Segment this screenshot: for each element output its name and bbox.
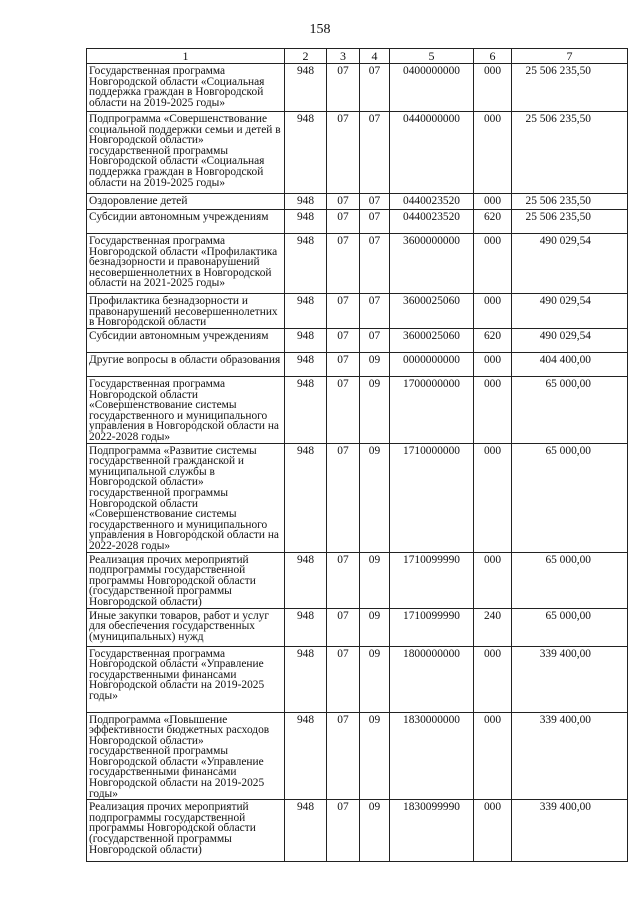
table-header-row	[87, 49, 628, 64]
department-code-cell: 948	[285, 353, 327, 377]
section-cell: 07	[327, 329, 360, 353]
expense-type-cell: 000	[474, 712, 512, 800]
subsection-cell: 09	[360, 608, 390, 646]
target-article-cell: 3600025060	[390, 329, 474, 353]
subsection-cell: 09	[360, 552, 390, 608]
department-code-cell: 948	[285, 210, 327, 234]
row-name-cell: Государственная программа Новгородской области «Совершенствование системы государственного и муниципального управления в Новгородской области на 2022-2028 годы»	[87, 377, 285, 444]
subsection-cell: 09	[360, 712, 390, 800]
column-header: 6	[474, 49, 512, 64]
row-name-cell: Подпрограмма «Развитие системы государственной гражданской и муниципальной службы в Новгородской области» государственной программы Новгородской области «Совершенствование системы государственного и муниципального управления в Новгородской области на 2022-2028 годы»	[87, 443, 285, 552]
budget-table	[86, 48, 628, 862]
table-row	[87, 210, 628, 234]
expense-type-cell: 000	[474, 234, 512, 294]
row-name-cell: Субсидии автономным учреждениям	[87, 210, 285, 234]
table-row	[87, 64, 628, 112]
amount-cell: 490 029,54	[512, 294, 628, 329]
row-name-cell: Профилактика безнадзорности и правонарушений несовершеннолетних в Новгородской области	[87, 294, 285, 329]
expense-type-cell: 000	[474, 800, 512, 862]
amount-cell: 490 029,54	[512, 234, 628, 294]
amount-cell: 65 000,00	[512, 443, 628, 552]
table-row	[87, 353, 628, 377]
row-name-cell: Другие вопросы в области образования	[87, 353, 285, 377]
subsection-cell: 07	[360, 234, 390, 294]
amount-cell: 339 400,00	[512, 800, 628, 862]
expense-type-cell: 000	[474, 443, 512, 552]
target-article-cell: 3600025060	[390, 294, 474, 329]
table-row	[87, 443, 628, 552]
expense-type-cell: 000	[474, 377, 512, 444]
department-code-cell: 948	[285, 608, 327, 646]
row-name-cell: Государственная программа Новгородской области «Социальная поддержка граждан в Новгородской области на 2019-2025 годы»	[87, 64, 285, 112]
target-article-cell: 0440000000	[390, 112, 474, 194]
department-code-cell: 948	[285, 377, 327, 444]
amount-cell: 65 000,00	[512, 552, 628, 608]
row-name-cell: Реализация прочих мероприятий подпрограммы государственной программы Новгородской области (государственной программы Новгородской области)	[87, 800, 285, 862]
section-cell: 07	[327, 64, 360, 112]
table-row	[87, 377, 628, 444]
row-name-cell: Иные закупки товаров, работ и услуг для обеспечения государственных (муниципальных) нужд	[87, 608, 285, 646]
target-article-cell: 1800000000	[390, 646, 474, 712]
subsection-cell: 07	[360, 112, 390, 194]
expense-type-cell: 620	[474, 210, 512, 234]
section-cell: 07	[327, 234, 360, 294]
column-header: 1	[87, 49, 285, 64]
expense-type-cell: 000	[474, 552, 512, 608]
table-row	[87, 294, 628, 329]
target-article-cell: 0440023520	[390, 194, 474, 210]
target-article-cell: 1830099990	[390, 800, 474, 862]
department-code-cell: 948	[285, 194, 327, 210]
section-cell: 07	[327, 210, 360, 234]
subsection-cell: 09	[360, 443, 390, 552]
department-code-cell: 948	[285, 712, 327, 800]
column-header: 3	[327, 49, 360, 64]
table-row	[87, 608, 628, 646]
target-article-cell: 1710099990	[390, 608, 474, 646]
subsection-cell: 09	[360, 377, 390, 444]
table-row	[87, 112, 628, 194]
row-name-cell: Реализация прочих мероприятий подпрограммы государственной программы Новгородской области (государственной программы Новгородской области)	[87, 552, 285, 608]
expense-type-cell: 620	[474, 329, 512, 353]
expense-type-cell: 000	[474, 64, 512, 112]
table-row	[87, 712, 628, 800]
page-number: 158	[309, 22, 331, 37]
target-article-cell: 1710000000	[390, 443, 474, 552]
amount-cell: 404 400,00	[512, 353, 628, 377]
section-cell: 07	[327, 800, 360, 862]
target-article-cell: 0400000000	[390, 64, 474, 112]
expense-type-cell: 000	[474, 194, 512, 210]
amount-cell: 25 506 235,50	[512, 64, 628, 112]
target-article-cell: 1830000000	[390, 712, 474, 800]
section-cell: 07	[327, 377, 360, 444]
table-row	[87, 800, 628, 862]
department-code-cell: 948	[285, 64, 327, 112]
table-row	[87, 234, 628, 294]
subsection-cell: 09	[360, 646, 390, 712]
target-article-cell: 3600000000	[390, 234, 474, 294]
row-name-cell: Подпрограмма «Совершенствование социальной поддержки семьи и детей в Новгородской области» государственной программы Новгородской области «Социальная поддержка граждан в Новгородской области на 2019-2025 годы»	[87, 112, 285, 194]
department-code-cell: 948	[285, 443, 327, 552]
section-cell: 07	[327, 353, 360, 377]
amount-cell: 339 400,00	[512, 712, 628, 800]
subsection-cell: 07	[360, 64, 390, 112]
row-name-cell: Государственная программа Новгородской области «Профилактика безнадзорности и правонарушений несовершеннолетних в Новгородской области на 2021-2025 годы»	[87, 234, 285, 294]
section-cell: 07	[327, 646, 360, 712]
expense-type-cell: 240	[474, 608, 512, 646]
department-code-cell: 948	[285, 329, 327, 353]
amount-cell: 65 000,00	[512, 608, 628, 646]
subsection-cell: 09	[360, 800, 390, 862]
section-cell: 07	[327, 552, 360, 608]
expense-type-cell: 000	[474, 112, 512, 194]
department-code-cell: 948	[285, 800, 327, 862]
table-row	[87, 194, 628, 210]
department-code-cell: 948	[285, 112, 327, 194]
target-article-cell: 1710099990	[390, 552, 474, 608]
row-name-cell: Государственная программа Новгородской области «Управление государственными финансами Новгородской области на 2019-2025 годы»	[87, 646, 285, 712]
table-row	[87, 329, 628, 353]
department-code-cell: 948	[285, 294, 327, 329]
row-name-cell: Оздоровление детей	[87, 194, 285, 210]
column-header: 2	[285, 49, 327, 64]
amount-cell: 339 400,00	[512, 646, 628, 712]
target-article-cell: 0000000000	[390, 353, 474, 377]
section-cell: 07	[327, 112, 360, 194]
row-name-cell: Подпрограмма «Повышение эффективности бюджетных расходов Новгородской области» государственной программы Новгородской области «Управление государственными финансами Новгородской области на 2019-2025 годы»	[87, 712, 285, 800]
subsection-cell: 07	[360, 294, 390, 329]
section-cell: 07	[327, 443, 360, 552]
amount-cell: 490 029,54	[512, 329, 628, 353]
column-header: 5	[390, 49, 474, 64]
expense-type-cell: 000	[474, 294, 512, 329]
section-cell: 07	[327, 294, 360, 329]
table-row	[87, 646, 628, 712]
subsection-cell: 07	[360, 210, 390, 234]
subsection-cell: 07	[360, 329, 390, 353]
section-cell: 07	[327, 712, 360, 800]
expense-type-cell: 000	[474, 646, 512, 712]
amount-cell: 65 000,00	[512, 377, 628, 444]
target-article-cell: 0440023520	[390, 210, 474, 234]
column-header: 7	[512, 49, 628, 64]
section-cell: 07	[327, 194, 360, 210]
table-row	[87, 552, 628, 608]
column-header: 4	[360, 49, 390, 64]
department-code-cell: 948	[285, 646, 327, 712]
department-code-cell: 948	[285, 234, 327, 294]
amount-cell: 25 506 235,50	[512, 112, 628, 194]
department-code-cell: 948	[285, 552, 327, 608]
amount-cell: 25 506 235,50	[512, 194, 628, 210]
subsection-cell: 09	[360, 353, 390, 377]
target-article-cell: 1700000000	[390, 377, 474, 444]
subsection-cell: 07	[360, 194, 390, 210]
section-cell: 07	[327, 608, 360, 646]
expense-type-cell: 000	[474, 353, 512, 377]
row-name-cell: Субсидии автономным учреждениям	[87, 329, 285, 353]
amount-cell: 25 506 235,50	[512, 210, 628, 234]
